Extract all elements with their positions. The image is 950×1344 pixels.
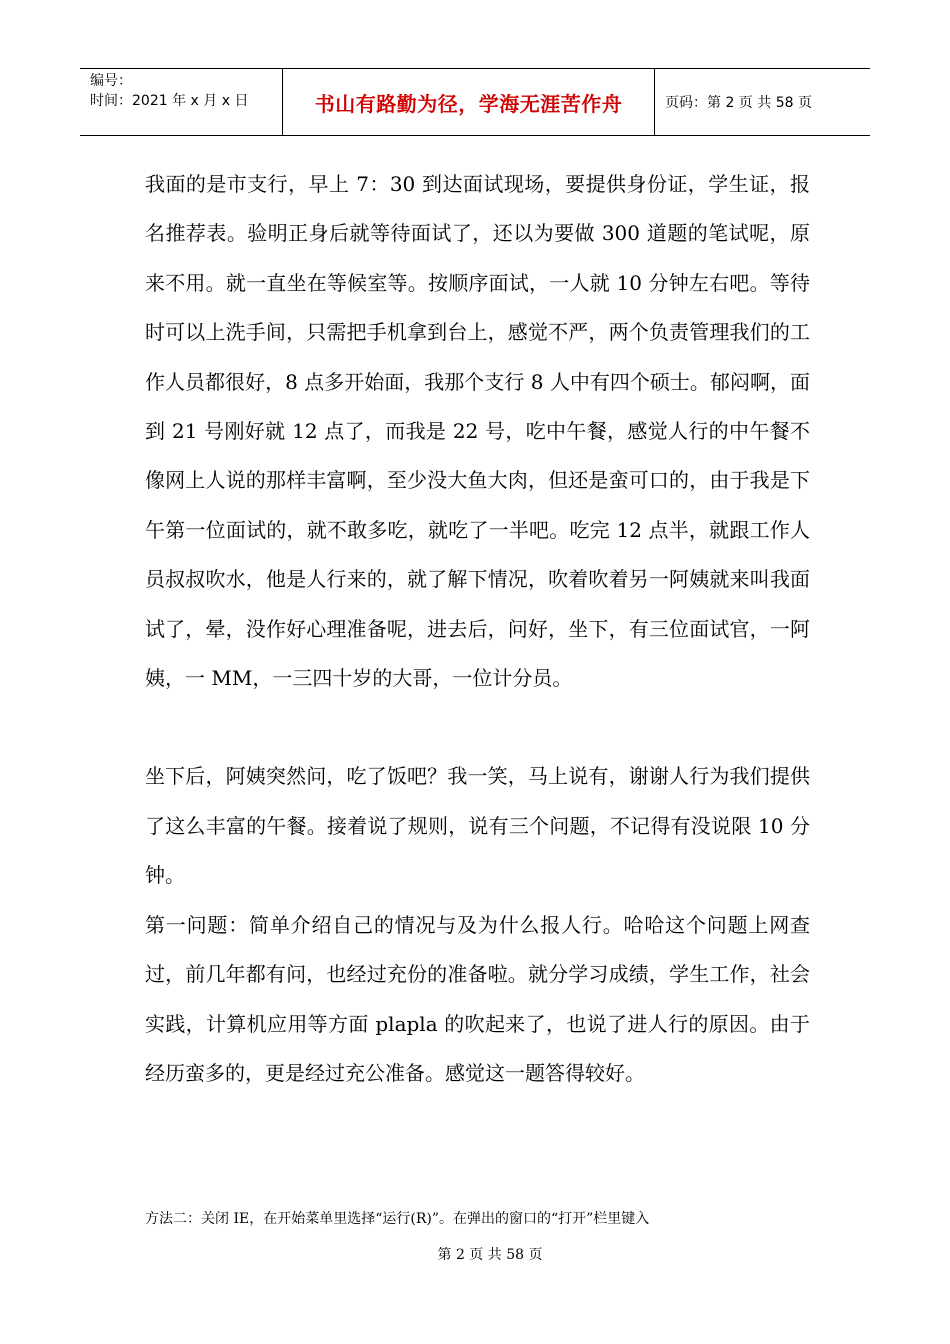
number-label: 编号： xyxy=(90,73,132,89)
document-body xyxy=(145,160,810,1098)
header-meta xyxy=(80,69,283,135)
paragraph-1: 我面的是市支行，早上 7：30 到达面试现场，要提供身份证，学生证，报名推荐表。验明正身后就等待面试了，还以为要做 300 道题的笔试呢，原来不用。就一直坐在等候室等。按顺序面试，一人就 10 分钟左右吧。等待时可以上洗手间，只需把手机拿到台上，感觉不严，两个负责管理我们的工作人员都很好，8 点多开始面，我那个支行 8 人中有四个硕士。郁闷啊，面到 21 号刚好就 12 点了，而我是 22 号，吃中午餐，感觉人行的中午餐不像网上人说的那样丰富啊，至少没大鱼大肉，但还是蛮可口的，由于我是下午第一位面试的，就不敢多吃，就吃了一半吧。吃完 12 点半，就跟工作人员叔叔吹水，他是人行来的，就了解下情况，吹着吹着另一阿姨就来叫我面试了，晕，没作好心理准备呢，进去后，问好，坐下，有三位面试官，一阿姨，一 MM，一三四十岁的大哥，一位计分员。 xyxy=(145,172,810,691)
header-page-info: 页码：第 2 页 共 58 页 xyxy=(665,95,812,111)
paragraph-gap xyxy=(145,703,810,752)
date-label: 时间：2021 年 x 月 x 日 xyxy=(90,93,249,109)
paragraph-2: 坐下后，阿姨突然问，吃了饭吧？我一笑，马上说有，谢谢人行为我们提供了这么丰富的午餐。接着说了规则，说有三个问题，不记得有没说限 10 分钟。 xyxy=(145,764,810,888)
method-note: 方法二：关闭 IE，在开始菜单里选择“运行(R)”。在弹出的窗口的“打开”栏里键入 xyxy=(145,1211,650,1227)
page-footer: 第 2 页 共 58 页 xyxy=(437,1247,543,1263)
header-motto: 书山有路勤为径，学海无涯苦作舟 xyxy=(283,69,655,135)
paragraph-3: 第一问题：简单介绍自己的情况与及为什么报人行。哈哈这个问题上网查过，前几年都有问，也经过充份的准备啦。就分学习成绩，学生工作，社会实践，计算机应用等方面 plapla 的吹起来了，也说了进人行的原因。由于经历蛮多的，更是经过充公准备。感觉这一题答得较好。 xyxy=(145,912,810,1085)
header-table xyxy=(80,68,870,136)
